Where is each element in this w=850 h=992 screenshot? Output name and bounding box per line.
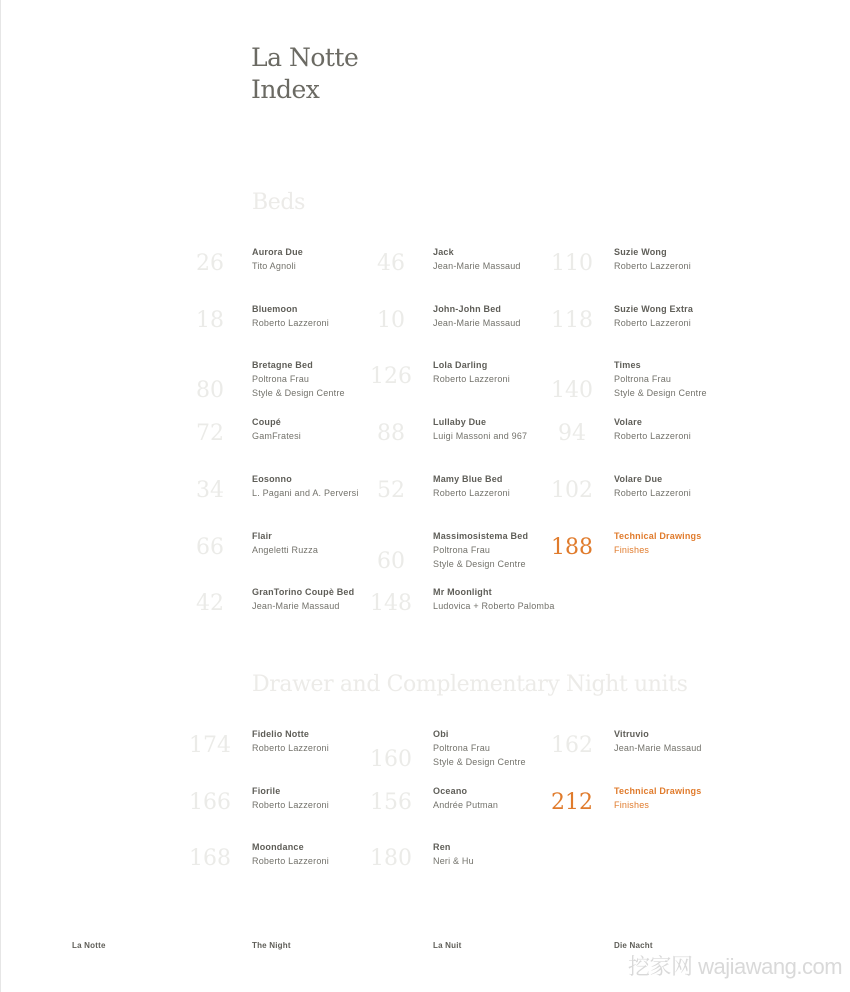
entry-text bbox=[433, 358, 510, 386]
entry-title: Suzie Wong Extra bbox=[614, 304, 694, 314]
entry-text bbox=[433, 415, 527, 443]
entry-designer: Andrée Putman bbox=[433, 800, 499, 810]
entry-text bbox=[252, 784, 329, 812]
entry-title: Eosonno bbox=[252, 474, 292, 484]
entry-designer: Roberto Lazzeroni bbox=[614, 488, 691, 498]
entry-designer: Ludovica + Roberto Palomba bbox=[433, 601, 555, 611]
entry-title: Technical Drawings bbox=[614, 786, 702, 796]
index-entry bbox=[361, 529, 541, 575]
index-entry bbox=[361, 585, 555, 617]
entry-title: Fiorile bbox=[252, 786, 281, 796]
page-number: 52 bbox=[377, 478, 405, 503]
footer-label-italian: La Notte bbox=[72, 941, 106, 950]
entry-designer: Poltrona Frau bbox=[433, 545, 491, 555]
section-title-drawers: Drawer and Complementary Night units bbox=[252, 672, 688, 697]
entry-text bbox=[252, 529, 318, 557]
entry-text bbox=[252, 472, 359, 500]
index-entry bbox=[542, 784, 722, 816]
page-number: 18 bbox=[196, 308, 224, 333]
entry-title: GranTorino Coupè Bed bbox=[252, 587, 355, 597]
entry-title: Times bbox=[614, 360, 641, 370]
index-entry bbox=[542, 727, 722, 759]
index-entry bbox=[542, 472, 722, 504]
page-number: 26 bbox=[196, 251, 224, 276]
entry-title: Fidelio Notte bbox=[252, 729, 310, 739]
entry-text bbox=[614, 245, 691, 273]
index-entry bbox=[180, 245, 360, 277]
entry-designer: L. Pagani and A. Perversi bbox=[252, 488, 359, 498]
entry-text bbox=[252, 245, 303, 273]
index-entry bbox=[542, 415, 722, 447]
index-entry bbox=[361, 840, 541, 872]
index-entry bbox=[361, 302, 541, 334]
entry-designer: Roberto Lazzeroni bbox=[614, 261, 691, 271]
index-entry bbox=[180, 727, 360, 759]
entry-designer: Style & Design Centre bbox=[614, 388, 707, 398]
footer-label-french: La Nuit bbox=[433, 941, 462, 950]
page-edge-line bbox=[0, 0, 1, 992]
index-entry bbox=[180, 415, 360, 447]
entry-title: Ren bbox=[433, 842, 451, 852]
entry-title: Coupé bbox=[252, 417, 281, 427]
index-entry bbox=[180, 472, 360, 504]
entry-title: Moondance bbox=[252, 842, 304, 852]
entry-designer: Style & Design Centre bbox=[433, 757, 526, 767]
entry-text bbox=[433, 585, 555, 613]
entry-designer: Neri & Hu bbox=[433, 856, 474, 866]
entry-text bbox=[252, 358, 345, 400]
page-number: 156 bbox=[370, 790, 412, 815]
entry-title: Volare Due bbox=[614, 474, 663, 484]
entry-text bbox=[433, 472, 510, 500]
index-entry bbox=[542, 358, 722, 404]
page-number: 148 bbox=[370, 591, 412, 616]
page-title-line1: La Notte bbox=[251, 43, 359, 72]
page-number: 72 bbox=[196, 421, 224, 446]
page-title-line2: Index bbox=[251, 75, 320, 104]
entry-text bbox=[614, 529, 701, 557]
page-number: 162 bbox=[551, 733, 593, 758]
entry-title: Massimosistema Bed bbox=[433, 531, 529, 541]
footer-label-english: The Night bbox=[252, 941, 291, 950]
page-number: 126 bbox=[370, 364, 412, 389]
entry-designer: Angeletti Ruzza bbox=[252, 545, 319, 555]
page-number: 160 bbox=[370, 747, 412, 772]
entry-title: John-John Bed bbox=[433, 304, 502, 314]
entry-designer: Style & Design Centre bbox=[252, 388, 345, 398]
entry-title: Mr Moonlight bbox=[433, 587, 492, 597]
entry-title: Suzie Wong bbox=[614, 247, 667, 257]
entry-text bbox=[433, 840, 474, 868]
footer-label-german: Die Nacht bbox=[614, 941, 653, 950]
entry-text bbox=[614, 302, 693, 330]
entry-designer: Roberto Lazzeroni bbox=[614, 431, 691, 441]
entry-title: Bretagne Bed bbox=[252, 360, 313, 370]
entry-designer: Finishes bbox=[614, 800, 650, 810]
index-entry bbox=[361, 727, 541, 773]
section-title-beds: Beds bbox=[252, 190, 305, 215]
index-entry bbox=[180, 585, 360, 617]
entry-text bbox=[614, 472, 691, 500]
entry-designer: Jean-Marie Massaud bbox=[433, 318, 521, 328]
page-number: 42 bbox=[196, 591, 224, 616]
page-number: 102 bbox=[551, 478, 593, 503]
page-number: 46 bbox=[377, 251, 405, 276]
page-number: 118 bbox=[551, 308, 593, 333]
entry-designer: Poltrona Frau bbox=[433, 743, 491, 753]
page-number: 94 bbox=[558, 421, 586, 446]
entry-designer: Style & Design Centre bbox=[433, 559, 526, 569]
entry-title: Lullaby Due bbox=[433, 417, 487, 427]
page-number: 212 bbox=[551, 790, 593, 815]
entry-designer: Roberto Lazzeroni bbox=[252, 743, 329, 753]
page-number: 174 bbox=[189, 733, 231, 758]
entry-text bbox=[433, 302, 521, 330]
index-entry bbox=[361, 358, 541, 390]
entry-text bbox=[252, 585, 354, 613]
page-number: 140 bbox=[551, 378, 593, 403]
entry-title: Mamy Blue Bed bbox=[433, 474, 503, 484]
entry-designer: Roberto Lazzeroni bbox=[433, 488, 510, 498]
page-number: 180 bbox=[370, 846, 412, 871]
entry-designer: Finishes bbox=[614, 545, 650, 555]
index-entry bbox=[180, 840, 360, 872]
watermark-text: 挖家网 wajiawang.com bbox=[628, 954, 843, 979]
index-entry bbox=[542, 245, 722, 277]
entry-designer: Luigi Massoni and 967 bbox=[433, 431, 528, 441]
index-entry bbox=[361, 472, 541, 504]
page-number: 66 bbox=[196, 535, 224, 560]
page-number: 166 bbox=[189, 790, 231, 815]
entry-text bbox=[252, 840, 329, 868]
index-entry bbox=[361, 784, 541, 816]
entry-designer: Roberto Lazzeroni bbox=[252, 318, 329, 328]
entry-designer: Jean-Marie Massaud bbox=[433, 261, 521, 271]
index-entry bbox=[361, 415, 541, 447]
entry-text bbox=[614, 727, 702, 755]
entry-designer: Roberto Lazzeroni bbox=[252, 800, 329, 810]
page-number: 34 bbox=[196, 478, 224, 503]
entry-text bbox=[614, 358, 707, 400]
page-number: 110 bbox=[551, 251, 593, 276]
entry-title: Volare bbox=[614, 417, 643, 427]
entry-text bbox=[433, 529, 528, 571]
entry-title: Vitruvio bbox=[614, 729, 649, 739]
entry-title: Oceano bbox=[433, 786, 468, 796]
index-entry bbox=[180, 302, 360, 334]
entry-title: Lola Darling bbox=[433, 360, 488, 370]
page-number: 60 bbox=[377, 549, 405, 574]
entry-designer: Roberto Lazzeroni bbox=[614, 318, 691, 328]
entry-text bbox=[614, 784, 701, 812]
entry-designer: Jean-Marie Massaud bbox=[614, 743, 702, 753]
entry-designer: Jean-Marie Massaud bbox=[252, 601, 340, 611]
entry-text bbox=[433, 784, 498, 812]
entry-text bbox=[433, 245, 521, 273]
page-title bbox=[251, 42, 358, 106]
entry-text bbox=[252, 727, 329, 755]
page-number: 168 bbox=[189, 846, 231, 871]
index-entry bbox=[542, 529, 722, 561]
page-number: 88 bbox=[377, 421, 405, 446]
index-entry bbox=[542, 302, 722, 334]
entry-text bbox=[252, 415, 301, 443]
entry-title: Aurora Due bbox=[252, 247, 304, 257]
entry-designer: Roberto Lazzeroni bbox=[252, 856, 329, 866]
index-entry bbox=[361, 245, 541, 277]
page-number: 80 bbox=[196, 378, 224, 403]
entry-text bbox=[252, 302, 329, 330]
index-entry bbox=[180, 784, 360, 816]
entry-designer: Poltrona Frau bbox=[252, 374, 310, 384]
entry-text bbox=[433, 727, 526, 769]
entry-title: Bluemoon bbox=[252, 304, 298, 314]
entry-title: Technical Drawings bbox=[614, 531, 702, 541]
page-number: 10 bbox=[377, 308, 405, 333]
entry-title: Obi bbox=[433, 729, 449, 739]
entry-designer: Roberto Lazzeroni bbox=[433, 374, 510, 384]
entry-title: Jack bbox=[433, 247, 454, 257]
index-entry bbox=[180, 358, 360, 404]
entry-title: Flair bbox=[252, 531, 273, 541]
page-number: 188 bbox=[551, 535, 593, 560]
entry-designer: GamFratesi bbox=[252, 431, 302, 441]
entry-designer: Tito Agnoli bbox=[252, 261, 296, 271]
index-entry bbox=[180, 529, 360, 561]
entry-designer: Poltrona Frau bbox=[614, 374, 672, 384]
entry-text bbox=[614, 415, 691, 443]
